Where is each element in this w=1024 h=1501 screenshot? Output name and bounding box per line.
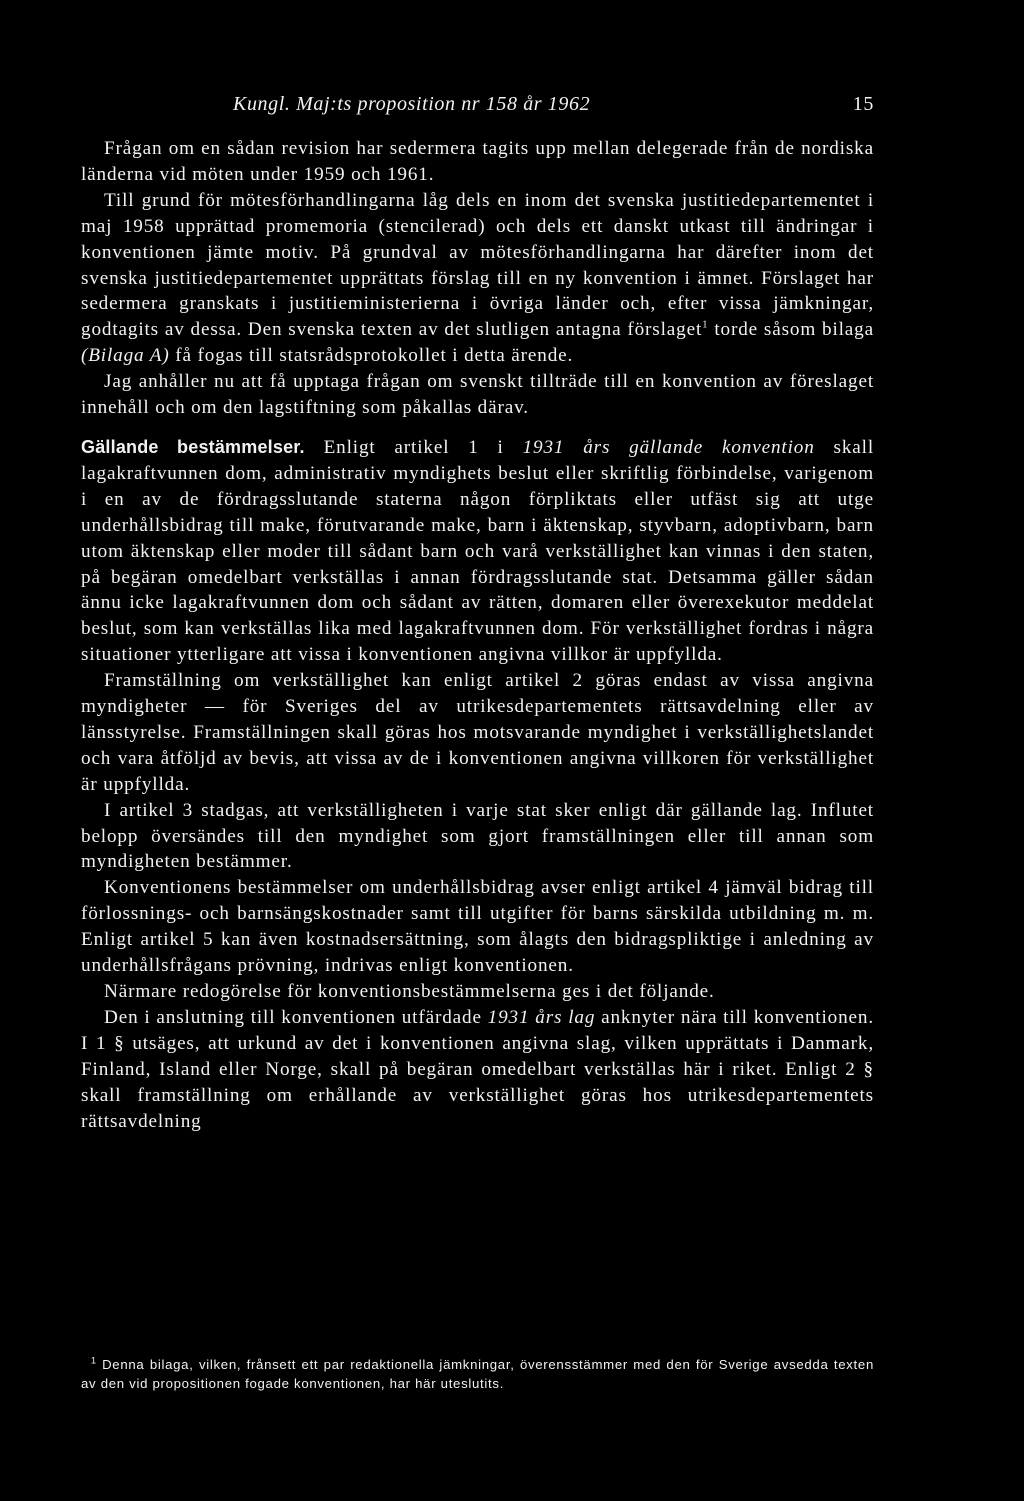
paragraph-text: Till grund för mötesförhandlingarna låg dels en inom det svenska justitiedepartementet i maj 1958 upprättad promemoria (stencilerad) och dels ett danskt utkast till ändringar i konventionen jämte motiv. På grundval av mötesförhandlingarna har därefter inom det svenska justitiedepartementet upprättats förslag till en ny konvention i ämnet. Förslaget har sedermera granskats i justitieministerierna i övriga länder och, efter vissa jämkningar, godtagits av dessa. Den svenska texten av det slutligen antagna förslaget <box>81 189 874 341</box>
italic-reference: (Bilaga A) <box>81 345 170 367</box>
paragraph <box>81 136 874 188</box>
paragraph <box>81 979 874 1005</box>
running-head <box>81 93 874 123</box>
page-content <box>81 93 874 1134</box>
footnote-marker: 1 <box>91 1355 97 1366</box>
paragraph-text: Enligt artikel 1 i <box>304 436 523 458</box>
paragraph <box>81 369 874 421</box>
footnote-reference: 1 <box>702 318 709 331</box>
paragraph-text: Jag anhåller nu att få upptaga frågan om svenskt tillträde till en konvention av föreslaget innehåll och om den lagstiftning som påkallas därav. <box>81 371 874 419</box>
running-head-title: Kungl. Maj:ts proposition nr 158 år 1962 <box>233 93 591 115</box>
paragraph-text: Närmare redogörelse för konventionsbestämmelserna ges i det följande. <box>104 981 715 1002</box>
paragraph <box>81 668 874 798</box>
italic-reference: 1931 års lag <box>487 1006 596 1028</box>
paragraph-text: Den i anslutning till konventionen utfärdade <box>104 1006 488 1028</box>
paragraph-text: Frågan om en sådan revision har sedermera tagits upp mellan delegerade från de nordiska länderna vid möten under 1959 och 1961. <box>81 138 874 185</box>
paragraph <box>81 1005 874 1135</box>
footnote-text: Denna bilaga, vilken, frånsett ett par redaktionella jämkningar, överensstämmer med den för Sverige avsedda texten av den vid propositionen fogade konventionen, har här uteslutits. <box>81 1357 874 1391</box>
body-text <box>81 136 874 1134</box>
paragraph-text: I artikel 3 stadgas, att verkställigheten i varje stat sker enligt där gällande lag. Influtet belopp översändes till den myndighet som gjort framställningen eller till annan som myndigheten bestämmer. <box>81 799 874 873</box>
paragraph-text: anknyter nära till konventionen. I 1 § utsäges, att urkund av det i konventionen angivna slag, vilken upprättats i Danmark, Finland, Island eller Norge, skall på begäran omedelbart verkställas här i riket. Enligt 2 § skall framställning om erhållande av verkställighet göras hos utrikesdepartementets rättsavdelning <box>81 1006 874 1132</box>
paragraph <box>81 875 874 979</box>
section-paragraph <box>81 435 874 668</box>
paragraph-text: få fogas till statsrådsprotokollet i detta ärende. <box>169 345 574 367</box>
paragraph <box>81 188 874 369</box>
paragraph-text: Konventionens bestämmelser om underhållsbidrag avser enligt artikel 4 jämväl bidrag till förlossnings- och barnsängskostnader samt till utgifter för barns särskilda utbildning m. m. Enligt artikel 5 kan även kostnadsersättning, som ålagts den bidragspliktige i anledning av underhållsfrågans prövning, indrivas enligt konventionen. <box>81 877 874 977</box>
page-number: 15 <box>852 93 874 115</box>
paragraph-text: torde såsom bilaga <box>708 319 874 341</box>
paragraph-text: Framställning om verkställighet kan enligt artikel 2 göras endast av vissa angivna myndigheter — för Sveriges del av utrikesdepartementets rättsavdelning eller av länsstyrelse. Framställningen skall göras hos motsvarande myndighet i verkställighetslandet och vara åtföljd av bevis, att vissa av de i konventionen angivna villkoren för verkställighet är uppfyllda. <box>81 670 874 795</box>
section-heading: Gällande bestämmelser. <box>81 436 305 457</box>
paragraph-text: skall lagakraftvunnen dom, administrativ myndighets beslut eller skriftlig förbindelse, varigenom i en av de fördragsslutande staterna någon förpliktats eller utfäst sig att utge underhållsbidrag till make, förutvarande make, barn i äktenskap, styvbarn, adoptivbarn, barn utom äktenskap eller moder till sådant barn och varå verkställighet kan vinnas i den staten, på begäran omedelbart verkställas i annan fördragsslutande stat. Detsamma gäller sådan ännu icke lagakraftvunnen dom och sådant av rätten, domaren eller överexekutor meddelat beslut, som kan verkställas lika med lagakraftvunnen dom. För verkställighet fordras i några situationer ytterligare att vissa i konventionen angivna villkor är uppfyllda. <box>81 436 875 666</box>
paragraph <box>81 798 874 876</box>
footnote <box>81 1355 874 1393</box>
italic-reference: 1931 års gällande konvention <box>522 436 815 458</box>
